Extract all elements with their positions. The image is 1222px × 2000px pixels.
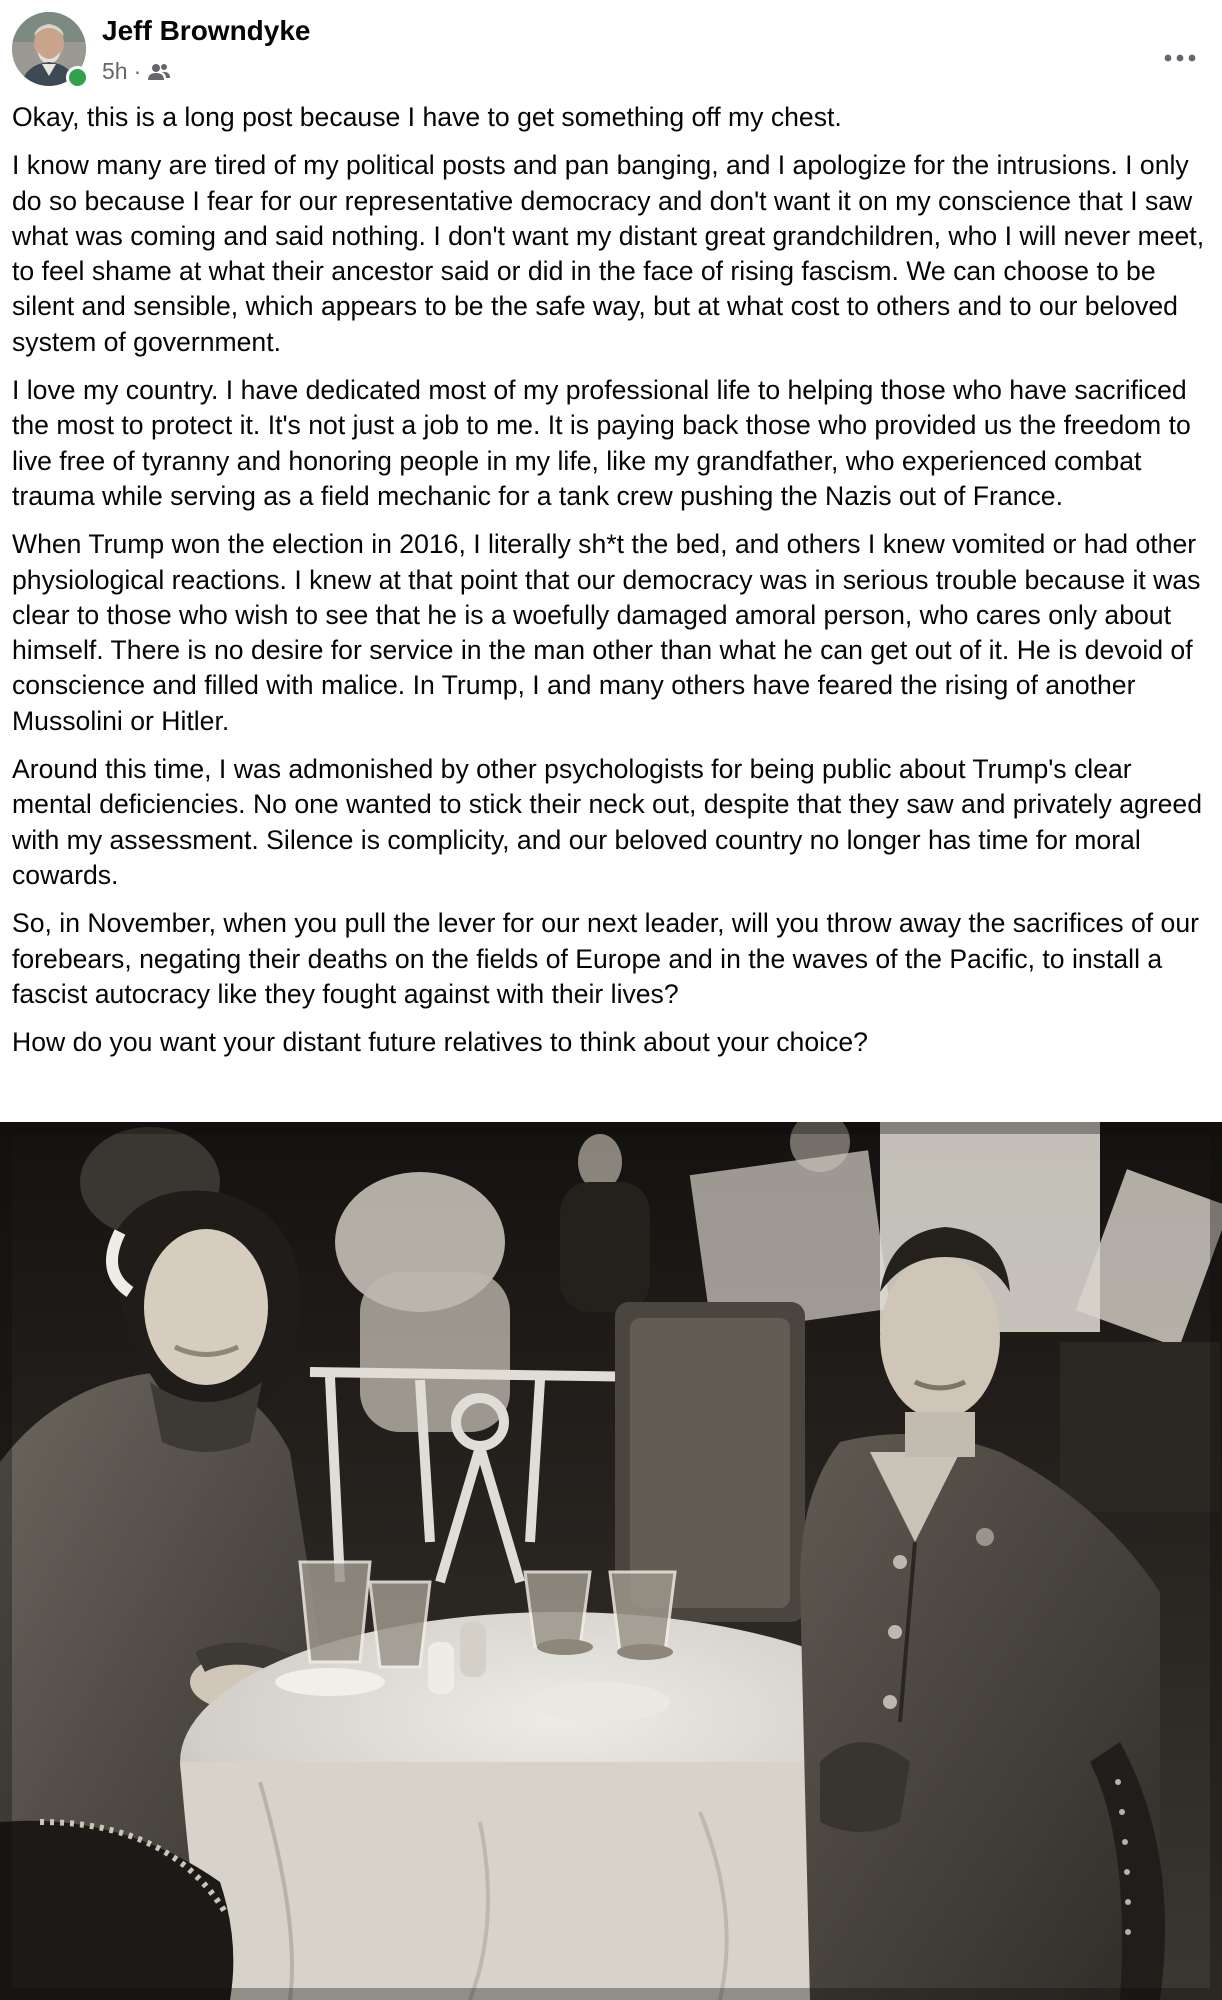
- post-paragraph: Okay, this is a long post because I have to get something off my chest.: [12, 102, 842, 132]
- online-status-dot: [66, 66, 89, 89]
- post-paragraph: So, in November, when you pull the lever for our next leader, will you throw away the sacrifices of our forebears, negating their deaths on the fields of Europe and in the waves of the Pacific, to install a fascist autocracy like they fought against with their lives?: [12, 908, 1199, 1009]
- post-header: [12, 12, 1210, 88]
- more-options-icon: [1164, 54, 1196, 62]
- post-paragraph: I love my country. I have dedicated most of my professional life to helping those who have sacrificed the most to protect it. It's not just a job to me. It is paying back those who provided us the freedom to live free of tyranny and honoring people in my life, like my grandfather, who experienced combat trauma while serving as a field mechanic for a tank crew pushing the Nazis out of France.: [12, 375, 1191, 511]
- more-options-button[interactable]: [1152, 30, 1208, 86]
- post-paragraph: When Trump won the election in 2016, I literally sh*t the bed, and others I knew vomited or had other physiological reactions. I knew at that point that our democracy was in serious trouble because it was clear to those who wish to see that he is a woefully damaged amoral person, who cares only about himself. There is no desire for service in the man other than what he can get out of it. He is devoid of conscience and filled with malice. In Trump, I and many others have feared the rising of another Mussolini or Hitler.: [12, 529, 1201, 736]
- post-paragraph: How do you want your distant future relatives to think about your choice?: [12, 1027, 868, 1058]
- post-paragraph: Around this time, I was admonished by other psychologists for being public about Trump's clear mental deficiencies. No one wanted to stick their neck out, despite that they saw and privately agreed with my assessment. Silence is complicity, and our beloved country no longer has time for moral cowards.: [12, 754, 1203, 890]
- vintage-couple-photo: [0, 1122, 1222, 2000]
- post-photo[interactable]: [0, 1122, 1222, 2000]
- author-name[interactable]: Jeff Browndyke: [102, 15, 311, 46]
- post-paragraph: I know many are tired of my political posts and pan banging, and I apologize for the intrusions. I only do so because I fear for our representative democracy and don't want it on my conscience that I saw what was coming and said nothing. I don't want my distant great grandchildren, who I will never meet, to feel shame at what their ancestor said or did in the face of rising fascism. We can choose to be silent and sensible, which appears to be the safe way, but at what cost to others and to our beloved system of government.: [12, 150, 1205, 357]
- post-timestamp[interactable]: 5h: [102, 57, 128, 84]
- friends-audience-icon[interactable]: [147, 61, 171, 81]
- post-meta: [102, 56, 171, 86]
- meta-separator: ·: [133, 57, 142, 84]
- post-text: [12, 100, 1217, 1073]
